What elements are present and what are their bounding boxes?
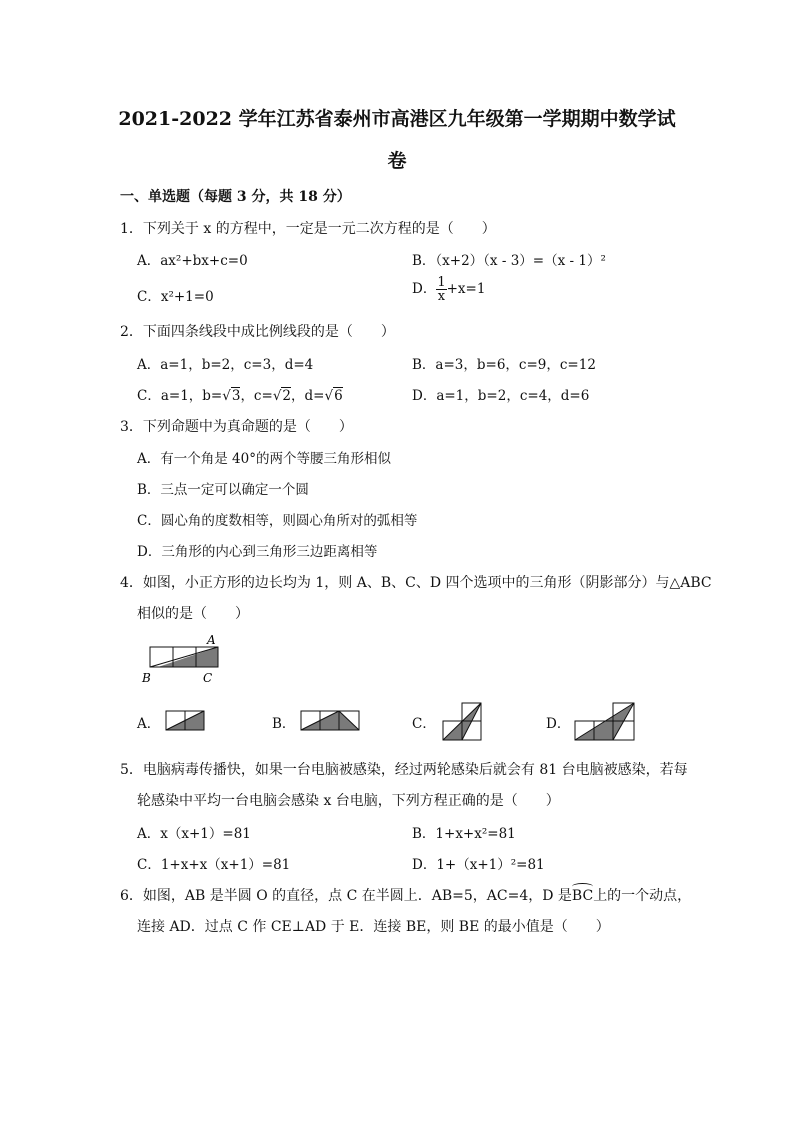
fraction-1-over-x: $\frac{1}{x}$ <box>437 275 446 304</box>
q4-option-a-figure <box>164 709 206 731</box>
q4-option-d-label: D． <box>546 716 571 732</box>
q4-stem-line1: 4．如图，小正方形的边长均为 1，则 A、B、C、D 四个选项中的三角形（阴影部分）与△ABC <box>120 575 712 591</box>
q1-stem: 1．下列关于 x 的方程中，一定是一元二次方程的是（ ） <box>120 221 496 237</box>
label-a: A <box>207 633 216 647</box>
q3-stem: 3．下列命题中为真命题的是（ ） <box>120 419 353 435</box>
q4-option-b-figure <box>299 709 361 731</box>
q6-stem-line1: 6．如图，AB 是半圆 O 的直径，点 C 在半圆上．AB=5，AC=4，D 是BC上的一个动点， <box>120 888 692 904</box>
q4-option-a-label: A． <box>137 716 161 732</box>
section-heading: 一、单选题（每题 3 分，共 18 分） <box>120 189 351 205</box>
q1-option-c: C．x²+1=0 <box>137 289 214 305</box>
q4-option-b-label: B． <box>272 716 296 732</box>
q2-stem: 2．下面四条线段中成比例线段的是（ ） <box>120 324 395 340</box>
q5-stem-line2: 轮感染中平均一台电脑会感染 x 台电脑，下列方程正确的是（ ） <box>137 793 560 809</box>
q1-option-b: B．（x+2）（x - 3）=（x - 1）² <box>412 253 606 269</box>
q5-stem-line1: 5．电脑病毒传播快，如果一台电脑被感染，经过两轮感染后就会有 81 台电脑被感染，若每 <box>120 762 688 778</box>
q5-option-b: B．1+x+x²=81 <box>412 826 516 842</box>
q2-option-b: B．a=3，b=6，c=9，c=12 <box>412 357 596 373</box>
q4-option-d-figure <box>573 701 637 741</box>
q4-stem-line2: 相似的是（ ） <box>137 606 249 622</box>
q5-option-a: A．x（x+1）=81 <box>137 826 251 842</box>
q4-figure-abc <box>140 632 230 684</box>
q4-option-c-label: C． <box>412 716 436 732</box>
q1-option-d: D． $\frac{1}{x}$ +x=1 <box>412 275 486 304</box>
doc-title-line2: 卷 <box>387 150 407 172</box>
doc-title-line1: 2021-2022 学年江苏省泰州市高港区九年级第一学期期中数学试 <box>118 108 676 130</box>
q6-stem-line2: 连接 AD．过点 C 作 CE⊥AD 于 E．连接 BE，则 BE 的最小值是（ ） <box>137 919 610 935</box>
q2-option-d: D．a=1，b=2，c=4，d=6 <box>412 388 590 404</box>
q5-option-c: C．1+x+x（x+1）=81 <box>137 857 291 873</box>
label-c: C <box>203 671 213 685</box>
q3-option-b: B．三点一定可以确定一个圆 <box>137 482 309 498</box>
q3-option-a: A．有一个角是 40°的两个等腰三角形相似 <box>137 451 391 467</box>
q1-option-a: A．ax²+bx+c=0 <box>137 253 248 269</box>
q4-option-c-figure <box>441 701 483 741</box>
label-b: B <box>142 671 151 685</box>
arc-bc-symbol: BC <box>571 888 594 904</box>
q5-option-d: D．1+（x+1）²=81 <box>412 857 545 873</box>
q3-option-c: C．圆心角的度数相等，则圆心角所对的弧相等 <box>137 513 418 529</box>
q2-option-c: C．a=1，b=√3，c=√2，d=√6 <box>137 388 343 404</box>
q2-option-a: A．a=1，b=2，c=3，d=4 <box>137 357 314 373</box>
q3-option-d: D．三角形的内心到三角形三边距离相等 <box>137 544 378 560</box>
